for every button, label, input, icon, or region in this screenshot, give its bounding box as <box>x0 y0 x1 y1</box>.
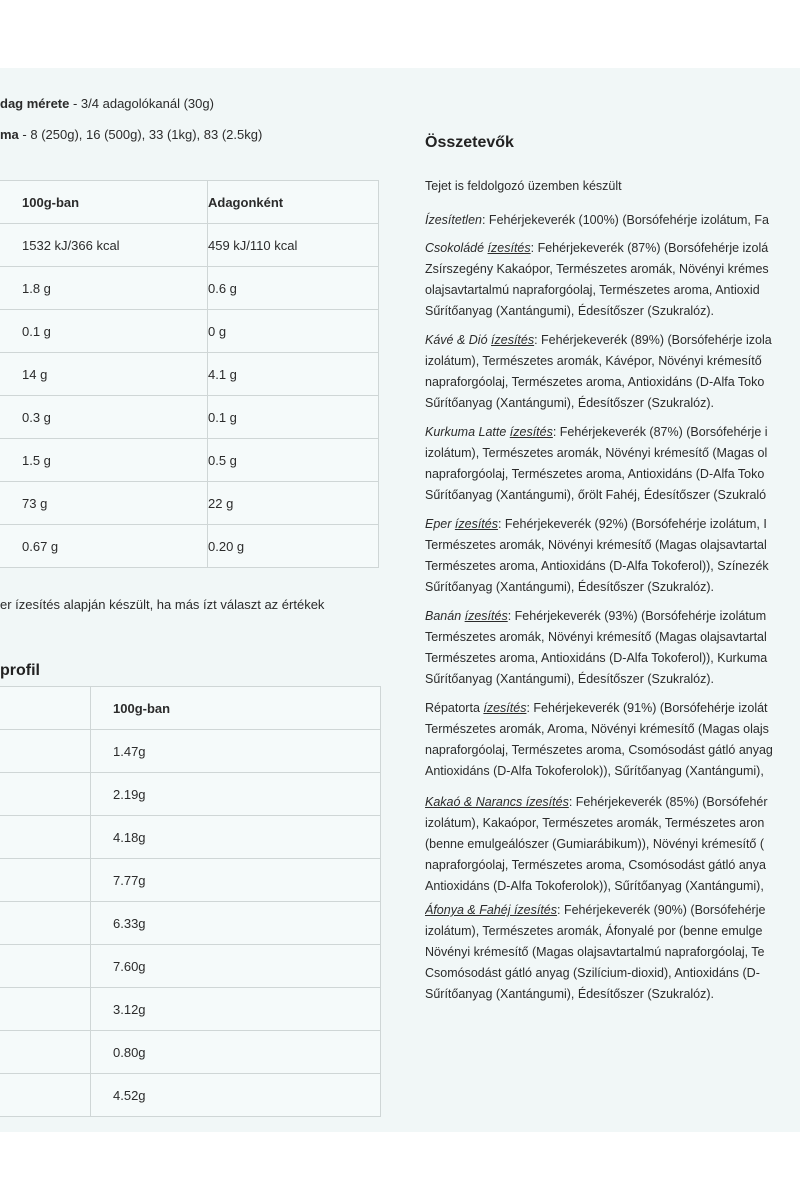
amino-profile-table <box>0 686 381 1117</box>
flavor-name: Kakaó & Narancs ízesítés <box>425 795 569 809</box>
ingredient-line: napraforgóolaj, Természetes aroma, Csomósodást gátló anya <box>425 858 766 872</box>
flavor-name: Banán ízesítés <box>425 609 508 623</box>
nutrition-value-per-serving: 459 kJ/110 kcal <box>208 224 379 267</box>
nutrition-header-per100g: 100g-ban <box>0 181 208 224</box>
amino-value: 7.77g <box>91 859 381 902</box>
ingredient-line: Természetes aromák, Aroma, Növényi krémesítő (Magas olajs <box>425 722 769 736</box>
amino-value: 7.60g <box>91 945 381 988</box>
flavor-name: Csokoládé ízesítés <box>425 241 531 255</box>
flavor-name: Répatorta ízesítés <box>425 701 527 715</box>
ingredient-block <box>425 422 800 506</box>
amino-header-per100g: 100g-ban <box>91 687 381 730</box>
amino-row <box>0 1074 381 1117</box>
flavor-note: er ízesítés alapján készült, ha más ízt választ az értékek <box>0 597 325 612</box>
ingredient-line: Sűrítőanyag (Xantángumi), őrölt Fahéj, Édesítőszer (Szukraló <box>425 488 767 502</box>
amino-value: 4.18g <box>91 816 381 859</box>
ingredient-line: napraforgóolaj, Természetes aroma, Antioxidáns (D-Alfa Toko <box>425 375 765 389</box>
amino-name-cell <box>0 859 91 902</box>
nutrition-value-per-serving: 0.20 g <box>208 525 379 568</box>
ingredient-block <box>425 792 800 897</box>
factory-note: Tejet is feldolgozó üzemben készült <box>425 179 622 193</box>
ingredient-block <box>425 698 800 782</box>
amino-row <box>0 773 381 816</box>
ingredient-line: izolátum), Kakaópor, Természetes aromák, Természetes aron <box>425 816 765 830</box>
amino-name-cell <box>0 945 91 988</box>
nutrition-value-per-serving: 0 g <box>208 310 379 353</box>
ingredient-line: Répatorta ízesítés: Fehérjekeverék (91%) (Borsófehérje izolát <box>425 701 768 715</box>
ingredient-line: Sűrítőanyag (Xantángumi), Édesítőszer (Szukralóz). <box>425 672 715 686</box>
ingredient-line: Csomósodást gátló anyag (Szilícium-dioxid), Antioxidáns (D- <box>425 966 760 980</box>
flavor-name: Ízesítetlen <box>425 213 482 227</box>
ingredient-line: Természetes aroma, Antioxidáns (D-Alfa Tokoferol)), Színezék <box>425 559 769 573</box>
ingredient-line: Ízesítetlen: Fehérjekeverék (100%) (Borsófehérje izolátum, Fa <box>425 213 769 227</box>
ingredient-block <box>425 238 800 322</box>
nutrition-header-per-serving: Adagonként <box>208 181 379 224</box>
amino-name-cell <box>0 1074 91 1117</box>
ingredient-line: Áfonya & Fahéj ízesítés: Fehérjekeverék (90%) (Borsófehérje <box>425 903 766 917</box>
amino-name-cell <box>0 816 91 859</box>
nutrition-value-per-serving: 0.1 g <box>208 396 379 439</box>
nutrition-value-per100g: 0.67 g <box>0 525 208 568</box>
ingredient-line: Természetes aromák, Növényi krémesítő (Magas olajsavtartal <box>425 630 767 644</box>
nutrition-value-per-serving: 22 g <box>208 482 379 525</box>
serving-size-label: dag mérete <box>0 96 70 111</box>
ingredient-line: Sűrítőanyag (Xantángumi), Édesítőszer (Szukralóz). <box>425 580 715 594</box>
flavor-name: Kurkuma Latte ízesítés <box>425 425 553 439</box>
amino-name-cell <box>0 730 91 773</box>
amino-name-cell <box>0 773 91 816</box>
flavor-name: Kávé & Dió ízesítés <box>425 333 535 347</box>
servings-count-label: ma <box>0 127 19 142</box>
nutrition-value-per100g: 1532 kJ/366 kcal <box>0 224 208 267</box>
nutrition-row <box>0 439 379 482</box>
nutrition-value-per100g: 73 g <box>0 482 208 525</box>
ingredient-line: Sűrítőanyag (Xantángumi), Édesítőszer (Szukralóz). <box>425 396 715 410</box>
ingredient-line: (benne emulgeálószer (Gumiarábikum)), Növényi krémesítő ( <box>425 837 765 851</box>
ingredient-line: Zsírszegény Kakaópor, Természetes aromák, Növényi krémes <box>425 262 769 276</box>
amino-profile-title: profil <box>0 662 40 679</box>
ingredients-title: Összetevők <box>425 134 514 151</box>
product-info-panel <box>0 68 800 1132</box>
nutrition-row <box>0 525 379 568</box>
servings-count-line <box>0 127 262 142</box>
ingredient-line: napraforgóolaj, Természetes aroma, Antioxidáns (D-Alfa Toko <box>425 467 765 481</box>
amino-value: 6.33g <box>91 902 381 945</box>
nutrition-row <box>0 224 379 267</box>
serving-size-line <box>0 96 214 111</box>
amino-name-cell <box>0 1031 91 1074</box>
amino-row <box>0 730 381 773</box>
amino-row <box>0 816 381 859</box>
ingredient-line: Eper ízesítés: Fehérjekeverék (92%) (Borsófehérje izolátum, I <box>425 517 767 531</box>
ingredient-line: Sűrítőanyag (Xantángumi), Édesítőszer (Szukralóz). <box>425 987 715 1001</box>
ingredient-line: izolátum), Természetes aromák, Növényi krémesítő (Magas ol <box>425 446 768 460</box>
amino-row <box>0 945 381 988</box>
nutrition-value-per100g: 0.3 g <box>0 396 208 439</box>
amino-row <box>0 1031 381 1074</box>
ingredient-line: Növényi krémesítő (Magas olajsavtartalmú napraforgóolaj, Te <box>425 945 765 959</box>
nutrition-row <box>0 310 379 353</box>
nutrition-row <box>0 482 379 525</box>
ingredient-line: napraforgóolaj, Természetes aroma, Csomósodást gátló anyag <box>425 743 773 757</box>
ingredient-line: Csokoládé ízesítés: Fehérjekeverék (87%) (Borsófehérje izolá <box>425 241 769 255</box>
nutrition-value-per100g: 14 g <box>0 353 208 396</box>
amino-value: 3.12g <box>91 988 381 1031</box>
amino-value: 1.47g <box>91 730 381 773</box>
nutrition-value-per100g: 1.5 g <box>0 439 208 482</box>
ingredient-line: Természetes aroma, Antioxidáns (D-Alfa Tokoferol)), Kurkuma <box>425 651 768 665</box>
ingredient-block <box>425 900 800 1005</box>
nutrition-row <box>0 396 379 439</box>
amino-value: 4.52g <box>91 1074 381 1117</box>
nutrition-value-per-serving: 4.1 g <box>208 353 379 396</box>
nutrition-table <box>0 180 379 568</box>
ingredient-line: Kurkuma Latte ízesítés: Fehérjekeverék (87%) (Borsófehérje i <box>425 425 768 439</box>
ingredient-line: izolátum), Természetes aromák, Áfonyalé por (benne emulge <box>425 924 763 938</box>
amino-name-cell <box>0 988 91 1031</box>
nutrition-row <box>0 267 379 310</box>
amino-header-blank <box>0 687 91 730</box>
ingredient-line: Kakaó & Narancs ízesítés: Fehérjekeverék (85%) (Borsófehér <box>425 795 768 809</box>
ingredient-line: Sűrítőanyag (Xantángumi), Édesítőszer (Szukralóz). <box>425 304 715 318</box>
amino-row <box>0 902 381 945</box>
nutrition-value-per100g: 1.8 g <box>0 267 208 310</box>
ingredient-line: Antioxidáns (D-Alfa Tokoferolok)), Sűrítőanyag (Xantángumi), <box>425 764 764 778</box>
ingredient-block <box>425 210 800 231</box>
ingredient-block <box>425 330 800 414</box>
nutrition-row <box>0 353 379 396</box>
ingredient-line: Banán ízesítés: Fehérjekeverék (93%) (Borsófehérje izolátum <box>425 609 767 623</box>
amino-table-header <box>0 687 381 730</box>
amino-value: 2.19g <box>91 773 381 816</box>
ingredient-line: izolátum), Természetes aromák, Kávépor, Növényi krémesítő <box>425 354 762 368</box>
nutrition-value-per-serving: 0.6 g <box>208 267 379 310</box>
nutrition-table-header <box>0 181 379 224</box>
ingredient-line: olajsavtartalmú napraforgóolaj, Természetes aroma, Antioxid <box>425 283 760 297</box>
amino-value: 0.80g <box>91 1031 381 1074</box>
amino-name-cell <box>0 902 91 945</box>
amino-row <box>0 988 381 1031</box>
serving-size-value: - 3/4 adagolókanál (30g) <box>69 96 214 111</box>
ingredient-block <box>425 606 800 690</box>
amino-row <box>0 859 381 902</box>
ingredient-line: Antioxidáns (D-Alfa Tokoferolok)), Sűrítőanyag (Xantángumi), <box>425 879 764 893</box>
ingredient-line: Kávé & Dió ízesítés: Fehérjekeverék (89%) (Borsófehérje izola <box>425 333 772 347</box>
flavor-name: Eper ízesítés <box>425 517 498 531</box>
ingredient-line: Természetes aromák, Növényi krémesítő (Magas olajsavtartal <box>425 538 767 552</box>
nutrition-value-per-serving: 0.5 g <box>208 439 379 482</box>
flavor-name: Áfonya & Fahéj ízesítés <box>425 903 558 917</box>
servings-count-value: - 8 (250g), 16 (500g), 33 (1kg), 83 (2.5kg) <box>18 127 263 142</box>
ingredient-block <box>425 514 800 598</box>
nutrition-value-per100g: 0.1 g <box>0 310 208 353</box>
